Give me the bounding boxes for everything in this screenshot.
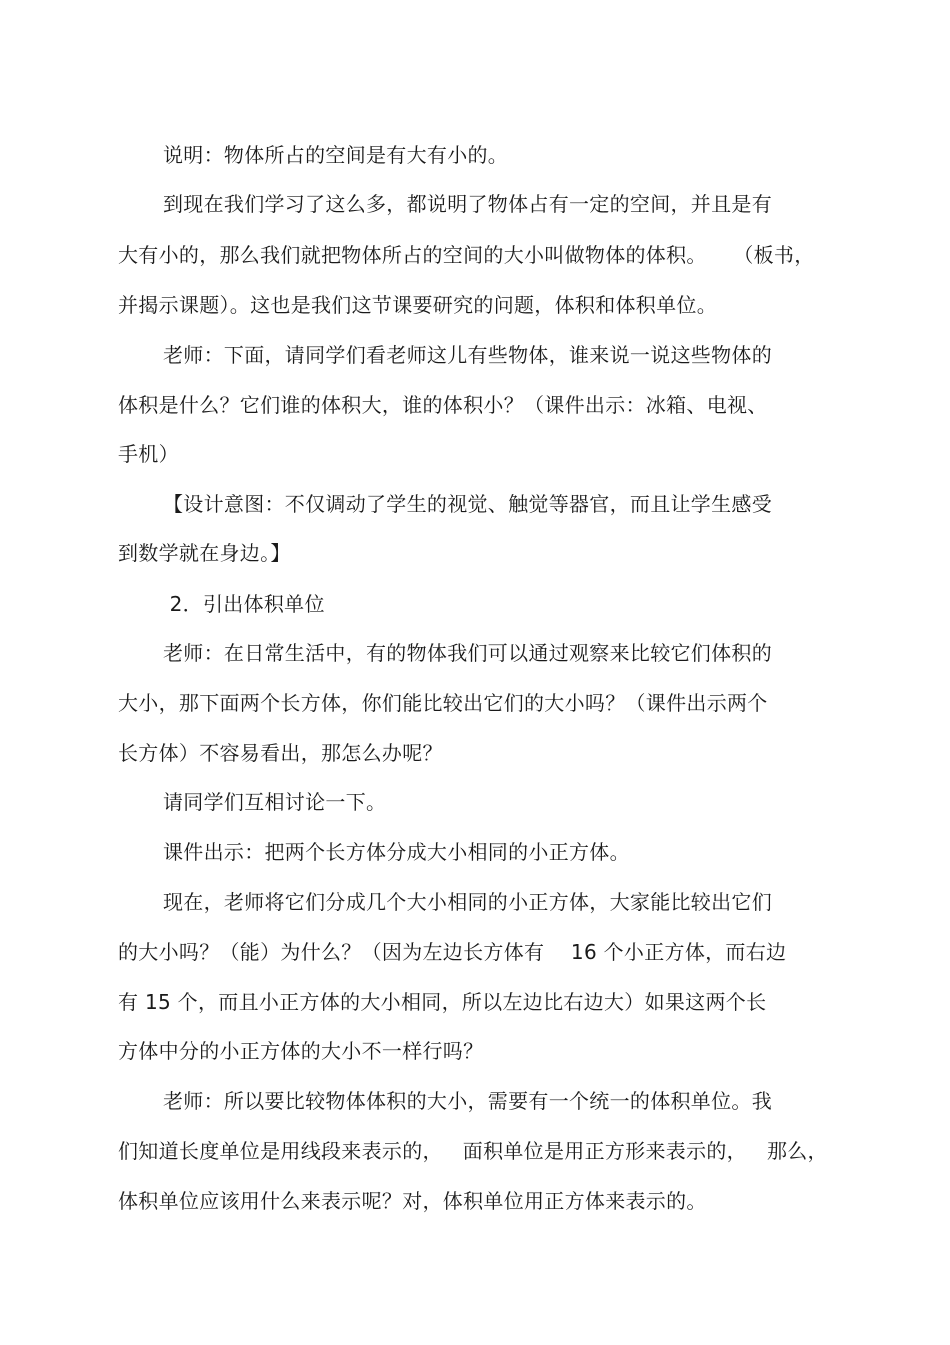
paragraph-cubes: 现在，老师将它们分成几个大小相同的小正方体，大家能比较出它们 — [163, 890, 772, 914]
paragraph-teacher-objects-line3: 手机） — [118, 442, 179, 466]
paragraph-teacher-compare-line2: 大小，那下面两个长方体，你们能比较出它们的大小吗？（课件出示两个 — [118, 691, 768, 715]
paragraph-teacher-objects: 老师：下面，请同学们看老师这儿有些物体，谁来说一说这些物体的 — [163, 343, 772, 367]
paragraph-courseware: 课件出示：把两个长方体分成大小相同的小正方体。 — [163, 840, 630, 864]
paragraph-cubes-line2: 的大小吗？（能）为什么？（因为左边长方体有 16 个小正方体，而右边 — [118, 940, 787, 964]
paragraph-teacher-compare-line3: 长方体）不容易看出，那怎么办呢？ — [118, 741, 443, 765]
paragraph-design-intent: 【设计意图：不仅调动了学生的视觉、触觉等器官，而且让学生感受 — [163, 492, 772, 516]
paragraph-teacher-objects-line2: 体积是什么？它们谁的体积大，谁的体积小？（课件出示：冰箱、电视、 — [118, 393, 768, 417]
paragraph-cubes-line4: 方体中分的小正方体的大小不一样行吗？ — [118, 1039, 484, 1063]
paragraph-volume-intro-line2: 大有小的，那么我们就把物体所占的空间的大小叫做物体的体积。 （板书， — [118, 243, 815, 267]
paragraph-unit: 老师：所以要比较物体体积的大小，需要有一个统一的体积单位。我 — [163, 1089, 772, 1113]
paragraph-volume-intro: 到现在我们学习了这么多，都说明了物体占有一定的空间，并且是有 — [163, 192, 772, 216]
paragraph-teacher-compare: 老师：在日常生活中，有的物体我们可以通过观察来比较它们体积的 — [163, 641, 772, 665]
section-heading: 2．引出体积单位 — [163, 592, 325, 616]
paragraph-design-intent-line2: 到数学就在身边。】 — [118, 541, 291, 565]
paragraph-unit-line3: 体积单位应该用什么来表示呢？对，体积单位用正方体来表示的。 — [118, 1189, 707, 1213]
paragraph-explanation: 说明：物体所占的空间是有大有小的。 — [163, 143, 509, 167]
paragraph-volume-intro-line3: 并揭示课题）。这也是我们这节课要研究的问题，体积和体积单位。 — [118, 293, 717, 317]
paragraph-discussion: 请同学们互相讨论一下。 — [163, 790, 387, 814]
paragraph-unit-line2: 们知道长度单位是用线段来表示的， 面积单位是用正方形来表示的， 那么， — [118, 1139, 828, 1163]
paragraph-cubes-line3: 有 15 个，而且小正方体的大小相同，所以左边比右边大）如果这两个长 — [118, 990, 767, 1014]
